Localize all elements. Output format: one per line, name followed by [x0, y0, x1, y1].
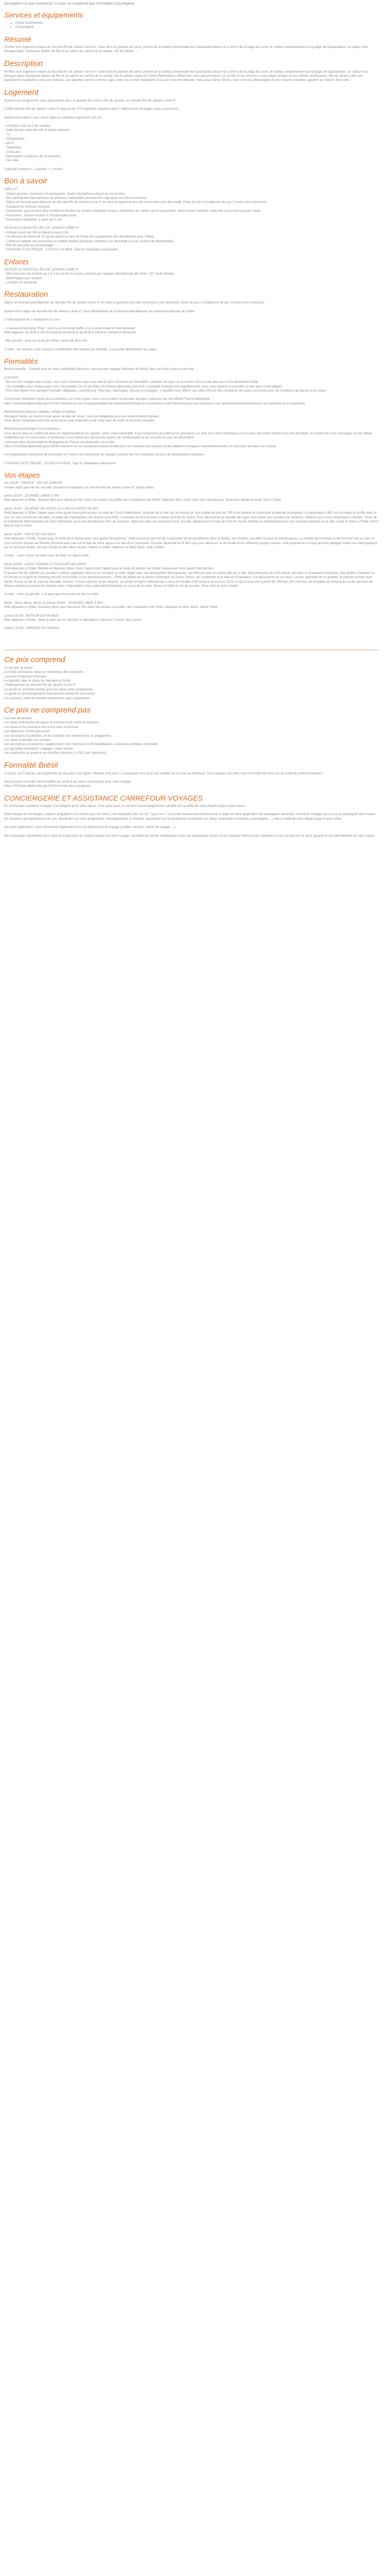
logement-p1: Durant votre programme vous séjournerez dans le quartier de Leme à Rio de Janeiro, au Novotel Rio de Janeiro Leme 4*. — [4, 98, 177, 103]
etape-day: 2ème JOUR : JOURNÉE LIBRE À RIO Petit-déjeuner à l'hôtel. Journée libre pour découvrir Rio selon vos envies ou profiter des installations de l'hôtel. Déjeuner libre. Dîner dans une churrascaria, restaurant barbecue local. Nuit à l'hôtel. — [4, 494, 282, 502]
comprend-item: Le forfait assistance, taxes et redevances des aéroports. — [4, 670, 85, 674]
bon-title: Bon à savoir — [4, 177, 47, 186]
logement-p4: - Lit Queen size ou 2 lits simples. - Salle de bain avec douche et sèche-cheveux. - TV. - Climatisation. - Wi-Fi. - Téléphone. - Coffre-fort. - Nécessaire à repasser (fer et planche). - Vue ville. — [4, 124, 71, 163]
pas-item: Les dépenses d'ordre personnel. — [4, 730, 51, 734]
restauration-p4: - 1 restaurant principal "Poty", servi sous forme de buffet, à la cuisine locale et internationale. Petit-déjeuner de 6h30 à 10h du lundi au vendredi et de 6h30 à 10h30 le samedi et dimanche. — [4, 326, 137, 335]
conciergerie-title: CONCIERGERIE ET ASSISTANCE CARREFOUR VOYAGES — [4, 793, 203, 802]
description-text: Profitez d'un logement unique au Novotel Rio de Janeiro Leme 4*, situé dans le quartier de Leme, proche de la célèbre promenade de Copacabana Beach et à 100 m de la plage de Leme, le meilleur emplacement sur la plage de Copacabana. Ce séjour vous plongera dans l'ambiance festive de Rio et sa culture au rythme de la samba ! De la célèbre statue du Christ Rédempteur, offrant des vues panoramiques sur la ville et ses environs à ses plages dorées et ses collines verdoyantes, Rio de Janeiro offre une expérience inoubliable à tous ses visiteurs. Les quartiers animés comme Lapa, avec ses arches historiques et sa vie nocturne vibrante, mais aussi Santa Teresa, avec ses rues pittoresques et ses maisons colorées, ajoutent au charme de la ville ! — [4, 70, 369, 82]
conciergerie-p3: Via notre application, vous retrouverez également tous vos documents de voyage (e-billet, voucher, carnet de voyage, ...). — [4, 825, 176, 829]
services-title: Services et équipements — [4, 11, 84, 19]
pas-item: Les pourboires au guide et au chauffeur (environ 5 USD/ jour/ personne). — [4, 751, 108, 755]
logement-p5: Capacité maximum : 2 adultes + 1 enfant. — [4, 167, 63, 171]
pas-item: Les excursions facultatives, et les activités non mentionnées au programme. — [4, 734, 112, 738]
conciergerie-p2: Notre équipe de concierges, experts, polyglottes et humains (pas de robot !) est disponible 24h sur 24, 7 jours sur 7 et à votre écoute exclusivement par le biais de notre application de messagerie sécurisée. Carrefour Voyages pour vous accompagner dans toutes les situations (enregistrement de vols, demandes sur votre programme, renseignements & conseils, assistance sur les problèmes rencontrés sur place, réservation d'activités, conciergerie, ...) dès la veille de votre départ jusqu'à votre retour. — [4, 812, 376, 821]
formalites-p4: Ressortissants français (adultes, enfants et bébés) : Passeport valide au moins 6 mois après la date de retour, visa non obligatoire pour les ressortissants français. Vous devez impérativement être muni d'une carte d'identité ou de votre acte de sortie du territoire brésilien. — [4, 410, 160, 422]
comprend-item: Le circuit en chambre double avec les repas selon programme. — [4, 687, 93, 691]
bresil-p2: Vous pouvez consulter les formalités de santé et de police nécessaires pour votre voyage : https://XXXwww.diplomatie.gouv.fr/fr/conseils-aux-voyageurs/ — [4, 780, 133, 788]
logement-p2: L'hôtel Novotel Rio de Janeiro Leme 4* dispose de 274 chambres réparties dans 1 bâtiment de 19 étages (avec ascenseur). — [4, 107, 180, 111]
bresil-p1: A ce jour, les Français sont dispensés de visa pour tout séjour inférieur à 90 jours. Le passeport doit avoir une validité de six mois au minimum. Tout voyageur doit être muni d'un billet de retour ou de sortie du territoire brésilien. — [4, 771, 323, 775]
conciergerie-p4: Vos concierges deviennent ainsi votre principal point de contact durant tout votre voyage, travaillant en étroite collaboration avec nos partenaires locaux et nos équipes internes pour répondre à tous vos besoins et ainsi, garantir le bon déroulement de votre séjour. — [4, 834, 376, 838]
page — [0, 0, 383, 853]
bresil-title: Formalité Brésil — [4, 760, 58, 770]
etape-day: 12ème JOUR : ARRIVÉE EN FRANCE — [4, 626, 60, 631]
tab-nav[interactable]: Description Ce prix comprend / Ce prix ne comprend pas Formalités Conciergerie — [4, 2, 135, 6]
comprend-item: L'hébergement au Novotel Rio de Janeiro Leme 4*. — [4, 683, 77, 687]
resume-title: Résumé — [4, 35, 31, 43]
formalites-p3: Concernant l'éventuel impact du Coronavirus sur votre séjour, nous vous invitons à consulter la page ci-dessous du site officiel France Diplomatie : https://XXXwww.diplomatie.gouv.fr/fr/le-ministere-et-son-reseau/actualites-du-ministere/informations-coronavirus-covid-19/coronavirus-les-reponses-a-vos-questions/article/coronavirus-les-reponses-a-vos-questions — [4, 397, 306, 405]
etape-note: A noter : selon le jour, la visite a lieu le matin ou l'après-midi. — [4, 554, 90, 558]
services-list — [4, 21, 379, 30]
service-item: • Guide francophone — [15, 21, 379, 25]
comprend-item: L'accueil à l'aéroport d'arrivée. — [4, 674, 47, 679]
etape-day: 11ème JOUR : RETOUR EN FRANCE Petit-déjeuner à l'hôtel. Selon le plan de vol, transfert à l'aéroport et retour en France. Nuit à bord. — [4, 614, 142, 622]
conciergerie-p1: En choisissant Carrefour Voyages Conciergerie pour votre séjour, vous optez pour un service d'accompagnement complet dès la veille de votre départ jusqu'à votre retour. — [4, 804, 246, 808]
pas-item: Les taxes éventuelles de séjour et d'entrée et de sortie du territoire. — [4, 721, 100, 725]
pas-title: Ce prix ne comprend pas — [4, 706, 91, 715]
etapes-title: Vos étapes — [4, 471, 40, 480]
etape-day: 1er JOUR : FRANCE - RIO DE JANEIRO Arrivée selon plan de vol. Accueil, transfert et installation au Novotel Rio de Janeiro Leme 4*. Repas libres. — [4, 481, 155, 489]
formalites-p2: A NOTER - En cas d'un voyage avec escale, nous vous informons que vous devrez être conforme aux formalités sanitaires du pays où se trouve votre escale ainsi que votre destination finale. - Les modalités pour chaque pays sont consultables sur le site https://XXXwww.diplomatie.gouv.fr/fr/ L'actualité évoluant très régulièrement, nous vous invitons à consulter ce lien avant votre départ. - Pour tout départ d'un aéroport frontalier (Belgique, Luxembourg, Pays-Bas, Allemagne, Suisse ou Espagne...), veuillez vous référer aux sites officiels des ministères des pays concernés pour les conditions de départ et de retour. — [4, 376, 327, 393]
resume-text: Profitez d'un logement unique au Novotel Rio de Janeiro Leme 4*, situé dans le quartier de Leme, proche de la célèbre promenade de Copacabana Beach et à 100 m de la plage de Leme, le meilleur emplacement sur la plage de Copacabana. Ce séjour vous plongera dans l'ambiance festive de Rio et sa culture au rythme de la samba ! De la célèbre ... — [4, 45, 369, 54]
formalites-p5: Ressortissant étrangers et bi-nationaux : Vous devrez être en conformité avec les réglementations en vigueur, selon votre nationalité. Il est notamment possible qu'un passeport, un visa, une carte touristique ou tout autre document officiel vous soit demandé. Il convient de vous renseigner sur les délais d'obtention de ces documents et d'effectuer vous-même ses démarches auprès de l'ambassade ou du consulat du pays de destination. L'annuaire des représentations étrangères en France est disponible via ce lien : https://XXXwww.diplomatie.gouv.fr/fr/le-ministere-et-son-reseau/annuaires-et-adresses-du-ministere-de-l-europe-et-des-affaires-etrangeres-maee/ambassades-et-consulats-etrangers-en-france/ — [4, 427, 372, 448]
restauration-p6: A noter : les horaires sont soumis à modification directement par l'hôtelier, à consulter directement sur place. — [4, 347, 157, 351]
comprend-item: Le guide ou accompagnateur francophone durant les excursions. — [4, 692, 96, 696]
pas-item: Les repas éventuels aux escales. — [4, 738, 52, 742]
comprend-item: Le vol aller et retour. — [4, 666, 34, 670]
pas-item: Les frais de dossier. — [4, 717, 33, 720]
description-title: Description — [4, 59, 43, 68]
enfants-text: SÉJOUR AU NOVOTEL RIO DE JANEIRO LEME 4* : - Mini-club pour les enfants de 0 à 3 ans et de 3 à 6 ans, encadré par l'équipe internationale de l'hôtel, 7j/7, toute l'année. - Bibliothèque pour enfants. - Lit bébé sur demande. — [4, 267, 175, 285]
etape-note: A noter : selon la période, il se peut que l'excursion ait lieu le matin. — [4, 592, 100, 597]
etape-day: 6ème, 7ème, 8ème, 9ème et 10ème JOUR : JOURNÉE LIBRE À RIO Petit-déjeuner à l'hôtel. Journées libres pour découvrir Rio selon vos envies ou profiter des installations de l'hôtel. Déjeuner et dîner libres. Nuit à l'hôtel. — [4, 601, 218, 609]
formalites-p7: COURANT ELECTRIQUE : 127/220 V et 60Hz. Type N. Adaptateur nécessaire. — [4, 461, 117, 465]
restauration-p1: Séjour en formule petit-déjeuner au Novotel Rio de Janeiro Leme 4* et selon programme lors des excursions (voir descriptif). Dîner du jour 2 et déjeuner du jour 3 inclus (hors boissons). — [4, 301, 265, 305]
logement-p3: Durant votre séjour, vous serez logés en chambre supérieure (22 m²) : — [4, 115, 104, 120]
bon-p2: SÉJOUR AU NOVOTEL RIO DE JANEIRO LEME 4* : - Arrivée à partir de 14h et départ jusqu'à 12h. - Le véhicule de moins de 15 kg est admis au sein de l'hôtel (en supplément, voir directement avec l'hôtel). - L'hôtel est adapté aux personnes à mobilité réduite (quelques chambres sur demande et sous réserve de disponibilité). - Prêt de serviette de piscine/plage. - COURANT ELECTRIQUE : 127/220 V et 60Hz. Type N. Adaptateur nécessaire. — [4, 226, 174, 252]
pas-item: Les garanties annulation, bagages, retard aérien. — [4, 747, 74, 751]
etape-day: 4ème JOUR : VISITE DE ROCINHA Petit-déjeuner à l'hôtel. Départ pour la visite de la favela avec votre guide francophone. Cette excursion permet de comprendre la vie quotidienne dans la favela, son histoire, ses défis sociaux et économiques. La montée de la favela se fait en moto-taxi ou van, et vous pourrez évoluer au Mirante Rocinha avec vue sur la baie de votre séjour à la ville et le Corcovado. Ensuite, descente au fil des rues pour découvrir la vie locale et les différents projets sociaux. Une expérience en nous pourrez partager toutes vos interrogations sur la vie d'une favela, loin des clichés et des idées reçues. Retour à l'hôtel. Déjeuner et dîner libres. Nuit à l'hôtel. — [4, 532, 378, 550]
comprend-item: Les services, listes et activités mentionnés sans supplément. — [4, 696, 90, 700]
etape-day: 3ème JOUR : JOURNÉE DE VISITE À LA DÉCOUVERTE DE RIO Petit-déjeuner à l'hôtel. Départ avec votre guide francophone pour la visite du Christ Rédempteur, symbole de la ville, qui se trouve sur une colline de plus de 700 m de hauteur et surplombe la baie de Guanabara. La panorama à 360° est à couper le souffle avec la vue sur une succession de baies, la plage de Copacabana, les favelas et la forêt. La montée se fera en train à travers la forêt de Tijuca. Puis, découverte du quartier de Lapa, arrêt photo aux escaliers de Selarons, célèbres pour leurs céramiques colorées. Visite de la Cathédrale Métropolitaine de Saint-Sébastien, qui a une architecture hors du commun. Déjeuner dans un restaurant local. Ensuite, départ pour la visite du Pain de Sucre, montée en téléphérique pour une vue panoramique de la ville, avant le retour à l'hôtel. Dîner libre et nuit à l'hôtel. — [4, 506, 379, 528]
logement-title: Logement — [4, 88, 39, 97]
formalites-title: Formalités — [4, 357, 38, 366]
restauration-title: Restauration — [4, 290, 48, 299]
pas-item: Les repas et les boissons non inclus dans la formule. — [4, 725, 79, 729]
formalites-p6: Il est également nécessaire de contracter en France une assurance de voyage couvrant les frais médicaux et ceux de rapatriement sanitaires. — [4, 453, 205, 457]
formalites-p1: Bonne nouvelle : Compte tenu de votre nationalité française, vous pouvez voyager librement au Brésil, que soit votre schéma vaccinal. — [4, 367, 194, 371]
service-item: • Conciergerie — [15, 25, 379, 29]
restauration-p5: - Bar piscine : situé sur le toit de l'hôtel, ouvert de 9h à 21h. — [4, 339, 88, 343]
etape-day: 5ème JOUR : SANTA TERESA ET ESCALIER SELARON Petit-déjeuner à l'hôtel. Matinée et déjeuner libres. Dans l'après-midi, départ pour la visite du quartier de Santa Teresa avec votre guide francophone. É quartier de Rio célèbre sur plusieurs collines (appelées Morros) et constitue un petit village avec une atmosphère décontractée, qui détonne avec le centre-ville de la ville. Des demeures du XIXe siècle, des bars et restaurants branchés, des ateliers d'artistes ou en encore et la ligne du tramway ont été conservées à son épanouissement... Point de départ de la maison historique de Santa Teresa, qui surplombe le la baie de Guanabara, à la découverte de ces lieux. Le plus agréable de ce quartier, le premier contact avec Santa Teresa se fait au haut de l'escalier Selaron. Il a été créé par Jorge Selarón, un artiste d'origine chilienne qui a vécu et travaillé à Rio jusqu'à sa mort en 2013, et qui a recouvert à partir de 1990 les 215 marches de l'escalier de céramiques et de carreaux de faïence colorés provenant du monde entier. Dégustation d'une spécialité brésilienne au cours de la visite. Retour à l'hôtel en fin de journée. Dîner libre et nuit à l'hôtel. — [4, 562, 374, 588]
pas-item: Les assurances (assistance, rapatriement, frais médicaux et d'hospitalisation, assistance juridique et pénale). — [4, 742, 159, 747]
bon-p1: CIRCUIT : - Départ garantis, maximum 10 participants. Guide francophone durant les excursions. - Des participants francophones de plusieurs nationalités peuvent être regroupés lors des excursions. - Séjour en formule petit-déjeuner au Novotel Rio de Janeiro Leme 4* et selon programme lors des excursions (voir descriptif). Dîner du jour 4 et déjeuner du jour 5 inclus (hors boissons). - Transport en véhicule climatisé. - Programme type pouvant être modifié en fonction de certains impératifs locaux, néanmoins les visites seront respectées. Selon le jour d'arrivée, ordre des excursions pouvant varier. - Pourboires : prévoir environ 5 USD/jour/personne. - Excursions réalisables à partir de 5 ans. — [4, 188, 267, 222]
restauration-p3: L'hôtel dispose de 1 restaurant et 1 bar : — [4, 318, 61, 322]
comprend-title: Ce prix comprend — [4, 655, 66, 664]
comprend-item: Le transfert aller et retour de l'aéroport à l'hôtel. — [4, 679, 71, 683]
enfants-title: Enfants — [4, 257, 29, 266]
restauration-p2: Durant votre séjour au Novotel Rio de Janeiro Leme 4*, vous bénéficierez de la formule petit-déjeuner au restaurant principal de l'hôtel. — [4, 309, 195, 313]
